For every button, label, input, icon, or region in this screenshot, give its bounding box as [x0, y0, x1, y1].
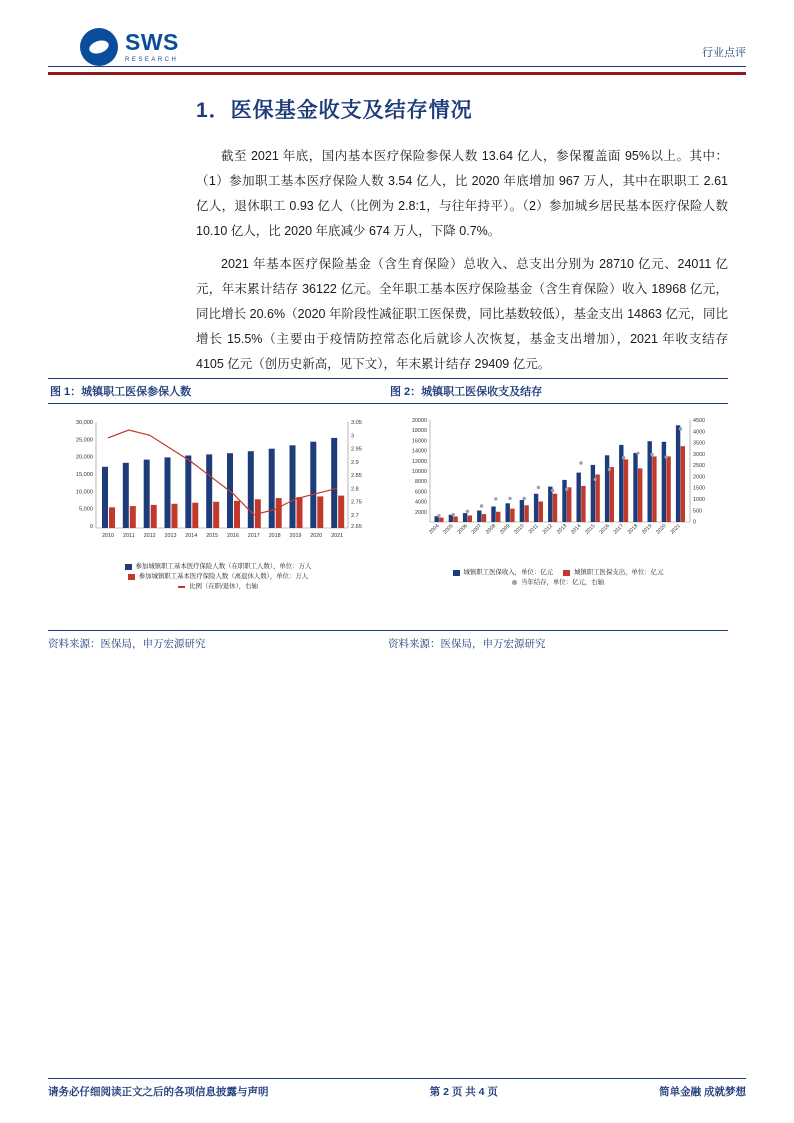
legend-line-icon — [178, 586, 185, 588]
chart-2-legend — [388, 568, 728, 588]
svg-text:0: 0 — [89, 524, 93, 530]
svg-text:2009: 2009 — [499, 523, 512, 536]
logo-text — [125, 31, 179, 63]
chart-1-legend — [48, 562, 388, 592]
page-title: 1．医保基金收支及结存情况 — [196, 99, 473, 122]
svg-text:2500: 2500 — [693, 463, 705, 470]
legend-swatch-icon — [125, 564, 132, 570]
svg-text:4500: 4500 — [693, 418, 705, 424]
svg-text:2.75: 2.75 — [351, 499, 362, 506]
legend-dot-icon — [512, 580, 517, 585]
svg-text:2020: 2020 — [310, 533, 323, 539]
svg-text:2013: 2013 — [555, 523, 569, 536]
svg-text:2021: 2021 — [669, 523, 682, 536]
figure-2-chart — [388, 404, 728, 630]
paragraph-1: 截至 2021 年底，国内基本医疗保险参保人数 13.64 亿人，参保覆盖面 95%以上。其中：（1）参加职工基本医疗保险人数 3.54 亿人，比 2020 年底增加 967 万人，其中在职职工 2.61 亿人，退休职工 0.93 亿人（比例为 2.8:1，与往年持平）。（2）参加城乡居民基本医疗保险人数 10.10 亿人，比 2020 年底减少 674 万人，下降 0.7%。 — [196, 149, 728, 238]
svg-text:1000: 1000 — [693, 497, 705, 503]
legend-label: 城镇职工医保支出，单位：亿元 — [574, 569, 664, 576]
svg-text:16000: 16000 — [412, 438, 427, 445]
svg-text:10,000: 10,000 — [75, 489, 93, 496]
svg-text:2.9: 2.9 — [351, 459, 359, 466]
svg-text:4000: 4000 — [693, 429, 705, 436]
legend-label: 城镇职工医保收入，单位：亿元 — [463, 569, 553, 576]
footer-page-number: 第 2 页 共 4 页 — [429, 1086, 498, 1098]
legend-label: 比例（在职/退休），右轴 — [189, 582, 258, 590]
legend-item — [388, 578, 728, 588]
svg-text:2005: 2005 — [442, 523, 455, 536]
svg-text:2006: 2006 — [456, 523, 469, 536]
figure-2-source: 资料来源：医保局，申万宏源研究 — [388, 630, 728, 651]
svg-text:18000: 18000 — [412, 428, 427, 435]
svg-text:2.65: 2.65 — [351, 524, 362, 530]
svg-text:2019: 2019 — [289, 533, 302, 539]
page-footer — [48, 1078, 746, 1099]
legend-item — [388, 568, 728, 578]
footer-disclaimer: 请务必仔细阅读正文之后的各项信息披露与声明 — [48, 1086, 269, 1098]
svg-text:2012: 2012 — [143, 533, 156, 539]
logo-main-text: SWS — [125, 29, 179, 55]
svg-text:2010: 2010 — [513, 523, 526, 536]
svg-text:10000: 10000 — [412, 469, 427, 475]
legend-item — [48, 572, 388, 582]
chart-2-svg — [388, 410, 728, 560]
legend-label: 当年结存，单位：亿元，右轴 — [520, 578, 605, 586]
svg-text:2014: 2014 — [185, 533, 198, 539]
svg-text:14000: 14000 — [412, 448, 427, 455]
svg-text:2019: 2019 — [641, 523, 654, 536]
body-text — [196, 144, 728, 385]
legend-swatch-icon — [563, 570, 570, 576]
svg-text:2.7: 2.7 — [351, 512, 359, 519]
svg-text:0: 0 — [693, 519, 696, 526]
logo-mark-icon — [80, 28, 118, 66]
svg-text:2.8: 2.8 — [351, 486, 359, 493]
figure-2 — [388, 378, 728, 651]
svg-text:2011: 2011 — [527, 523, 540, 536]
svg-text:20000: 20000 — [412, 418, 427, 424]
svg-text:2015: 2015 — [584, 523, 597, 536]
footer-slogan-normal: 成就梦想 — [704, 1086, 746, 1098]
svg-text:2018: 2018 — [626, 523, 640, 536]
legend-swatch-icon — [453, 570, 460, 576]
svg-text:2.85: 2.85 — [351, 473, 362, 479]
sws-logo — [80, 28, 179, 66]
legend-label: 参加城镇职工基本医疗保险人数（离退休人数），单位：万人 — [138, 572, 309, 580]
footer-slogan — [659, 1084, 746, 1099]
svg-text:2013: 2013 — [164, 533, 177, 539]
svg-text:20,000: 20,000 — [75, 454, 93, 461]
figure-1-source: 资料来源：医保局，申万宏源研究 — [48, 630, 388, 651]
svg-text:2.95: 2.95 — [351, 446, 362, 453]
svg-text:12000: 12000 — [412, 458, 427, 465]
svg-text:2018: 2018 — [268, 533, 281, 539]
svg-text:3000: 3000 — [693, 451, 705, 458]
svg-text:4000: 4000 — [415, 499, 427, 506]
figure-1-title: 图 1：城镇职工医保参保人数 — [48, 378, 388, 404]
svg-text:2011: 2011 — [123, 533, 135, 539]
svg-text:5,000: 5,000 — [79, 506, 93, 513]
svg-text:2010: 2010 — [102, 533, 114, 539]
figure-2-title: 图 2：城镇职工医保收支及结存 — [388, 378, 728, 404]
svg-text:2017: 2017 — [612, 523, 626, 536]
svg-text:8000: 8000 — [415, 479, 427, 486]
logo-sub-text: RESEARCH — [125, 57, 179, 63]
svg-text:2014: 2014 — [570, 523, 583, 536]
header-report-type: 行业点评 — [702, 47, 746, 59]
svg-text:3.05: 3.05 — [351, 420, 362, 426]
svg-text:6000: 6000 — [415, 489, 427, 496]
page-header — [0, 0, 794, 80]
svg-text:15,000: 15,000 — [75, 472, 93, 478]
figure-1-chart — [48, 404, 388, 630]
svg-text:2020: 2020 — [655, 523, 668, 536]
legend-item — [48, 582, 388, 592]
svg-text:2000: 2000 — [693, 474, 705, 481]
header-divider-blue — [48, 66, 746, 67]
svg-text:2004: 2004 — [428, 523, 441, 536]
legend-swatch-icon — [128, 574, 135, 580]
legend-label: 参加城镇职工基本医疗保险人数（在职职工人数），单位：万人 — [135, 563, 312, 570]
svg-text:3: 3 — [351, 433, 355, 440]
chart-1-svg — [48, 410, 388, 560]
svg-text:2000: 2000 — [415, 509, 427, 516]
svg-text:2016: 2016 — [598, 523, 611, 536]
header-divider-red — [48, 72, 746, 75]
footer-slogan-bold: 简单金融 — [659, 1086, 702, 1098]
svg-text:30,000: 30,000 — [75, 420, 93, 426]
svg-text:2015: 2015 — [206, 533, 219, 539]
svg-text:2007: 2007 — [470, 523, 484, 536]
svg-text:2017: 2017 — [247, 533, 260, 539]
svg-text:2012: 2012 — [541, 523, 555, 536]
legend-item — [48, 562, 388, 572]
figure-1 — [48, 378, 388, 651]
svg-text:25,000: 25,000 — [75, 437, 93, 444]
svg-text:2016: 2016 — [227, 533, 239, 539]
svg-text:2008: 2008 — [484, 523, 498, 536]
svg-text:1500: 1500 — [693, 485, 705, 492]
svg-text:500: 500 — [693, 508, 702, 515]
paragraph-2: 2021 年基本医疗保险基金（含生育保险）总收入、总支出分别为 28710 亿元、24011 亿元，年末累计结存 36122 亿元。全年职工基本医疗保险基金（含生育保险）收入 18968 亿元，同比增长 20.6%（2020 年阶段性减征职工医保费，同比基数较低），基金支出 14863 亿元，同比增长 15.5%（主要由于疫情防控常态化后就诊人次恢复，基金支出增加），2021 年收支结存 4105 亿元（创历史新高，见下文），年末累计结存 29409 亿元。 — [196, 257, 728, 371]
svg-text:3500: 3500 — [693, 440, 705, 447]
footer-divider — [48, 1078, 746, 1079]
svg-text:2021: 2021 — [331, 533, 344, 539]
